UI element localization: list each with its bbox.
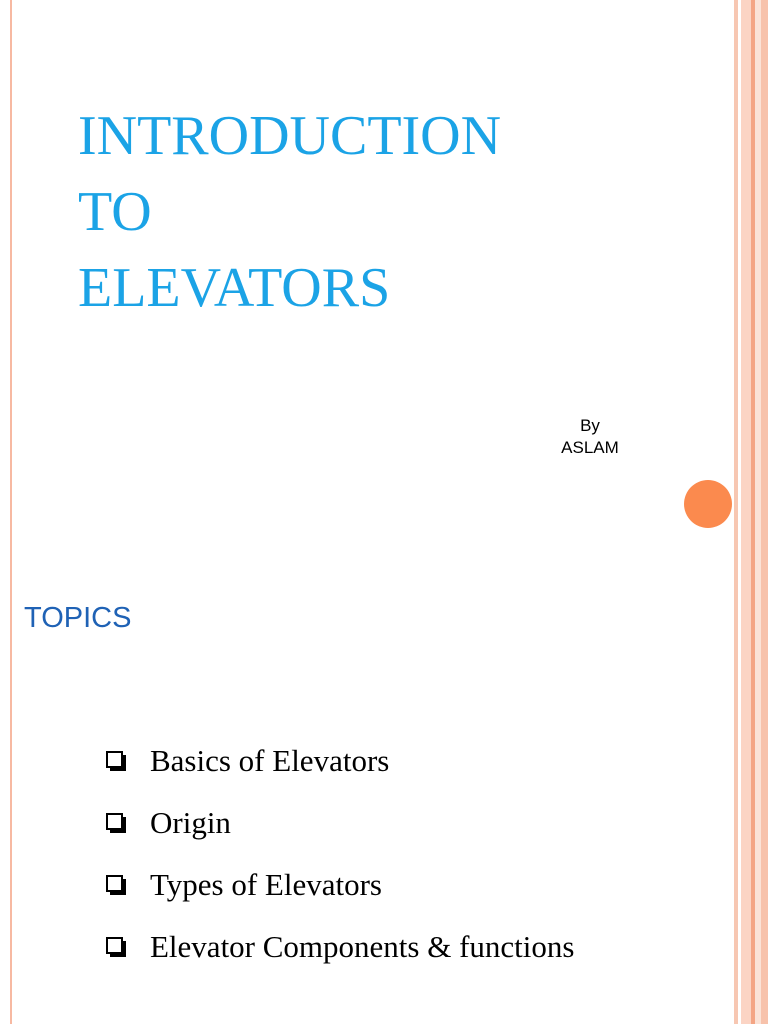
title-line: ELEVATORS [78,257,391,319]
topics-heading: TOPICS [24,602,132,634]
list-item [106,916,574,978]
topic-label: Origin [150,805,231,840]
title-line: TO [78,181,152,243]
checkbox-icon [106,875,126,895]
border-stripe [761,0,768,1024]
checkbox-icon [106,751,126,771]
list-item [106,854,574,916]
page-title [78,98,501,326]
list-item [106,730,574,792]
title-line: INTRODUCTION [78,105,502,167]
border-stripe [741,0,751,1024]
checkbox-icon [106,813,126,833]
list-item [106,792,574,854]
right-border-stripes [734,0,768,1024]
left-border-line [10,0,12,1024]
topic-list [106,730,574,978]
orange-circle-decoration [684,480,732,528]
author-name: ASLAM [561,438,619,457]
author-block [540,415,640,459]
topic-label: Types of Elevators [150,867,382,902]
checkbox-icon [106,937,126,957]
topic-label: Basics of Elevators [150,743,390,778]
author-prefix: By [580,416,600,435]
topic-label: Elevator Components & functions [150,929,575,964]
